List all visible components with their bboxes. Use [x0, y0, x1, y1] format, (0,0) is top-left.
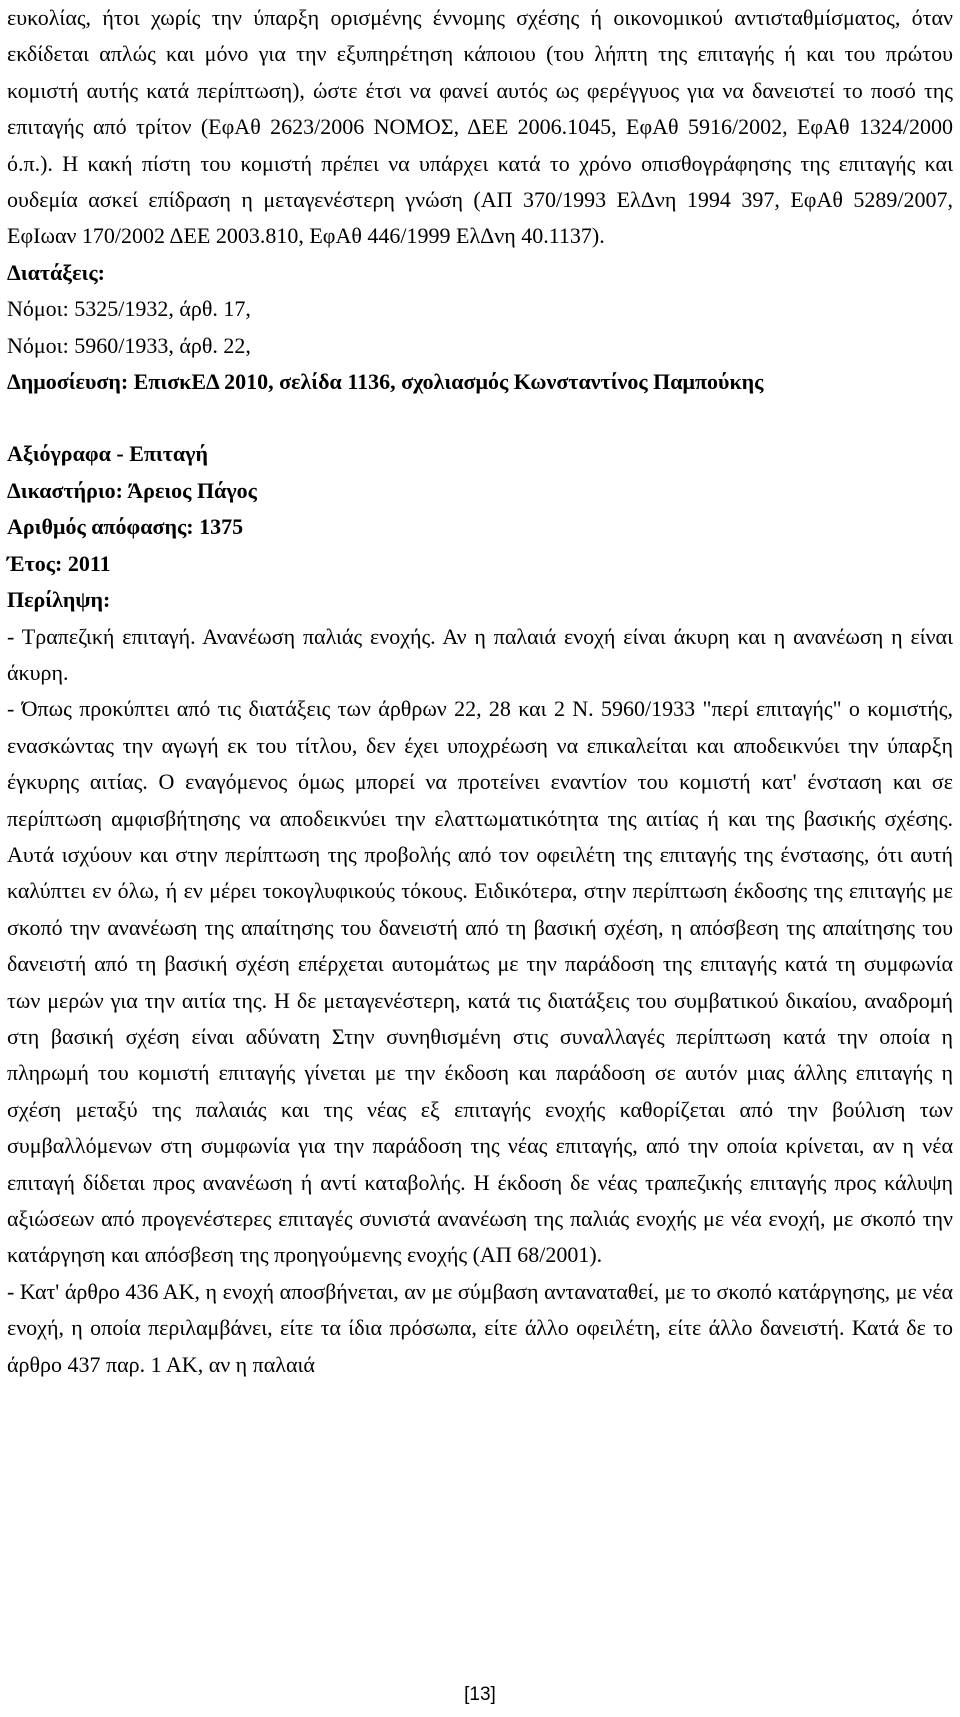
section-title: Αξιόγραφα - Επιταγή [7, 441, 208, 467]
summary-paragraph: - Κατ' άρθρο 436 ΑΚ, η ενοχή αποσβήνεται, αν με σύμβαση ανταναταθεί, με το σκοπό κατάργησης, με νέα ενοχή, η οποία περιλαμβάνει, είτε τα ίδια πρόσωπα, είτε άλλο οφειλέτη, είτε άλλο δανειστή. Κατά δε το άρθρο 437 παρ. 1 ΑΚ, αν η παλαιά [7, 1278, 953, 1377]
section-spacer [7, 400, 953, 436]
decision-number-line: Αριθμός απόφασης: 1375 [7, 514, 244, 540]
document-page [7, 0, 953, 1383]
body-paragraph: ευκολίας, ήτοι χωρίς την ύπαρξη ορισμένης έννομης σχέσης ή οικονομικού αντισταθμίσματος, όταν εκδίδεται απλώς και μόνο για την εξυπηρέτηση κάποιου (του λήπτη της επιταγής ή και του πρώτου κομιστή αυτής κατά περίπτωση), ώστε έτσι να φανεί αυτός ως φερέγγυος για να δανειστεί το ποσό της επιταγής από τρίτον (ΕφΑθ 2623/2006 ΝΟΜΟΣ, ΔΕΕ 2006.1045, ΕφΑθ 5916/2002, ΕφΑθ 1324/2000 ό.π.). Η κακή πίστη του κομιστή πρέπει να υπάρχει κατά το χρόνο οπισθογράφησης της επιταγής και ουδεμία ασκεί επίδραση η μεταγενέστερη γνώση (ΑΠ 370/1993 ΕλΔνη 1994 397, ΕφΑθ 5289/2007, ΕφΙωαν 170/2002 ΔΕΕ 2003.810, ΕφΑθ 446/1999 ΕλΔνη 40.1137). [7, 5, 953, 249]
court-line: Δικαστήριο: Άρειος Πάγος [7, 477, 257, 503]
summary-paragraph: - Όπως προκύπτει από τις διατάξεις των άρθρων 22, 28 και 2 Ν. 5960/1933 "περί επιταγής" ο κομιστής, ενασκώντας την αγωγή εκ του τίτλου, δεν έχει υποχρέωση να επικαλείται και αποδεικνύει την ύπαρξη έγκυρης αιτίας. Ο εναγόμενος όμως μπορεί να προτείνει εναντίον του κομιστή κατ' ένσταση και σε περίπτωση αμφισβήτησης να αποδεικνύει την ελαττωματικότητα της αιτίας ή και της βασικής σχέσης. Αυτά ισχύουν και στην περίπτωση της προβολής από τον οφειλέτη της επιταγής της ένστασης, ότι αυτή καλύπτει εν όλω, ή εν μέρει τοκογλυφικούς τόκους. Ειδικότερα, στην περίπτωση έκδοσης της επιταγής με σκοπό την ανανέωση της απαίτησης του δανειστή από τη βασική σχέση, η απόσβεση της απαίτησης του δανειστή από τη βασική σχέση επέρχεται αυτομάτως με την παράδοση της επιταγής κατά τη συμφωνία των μερών για την αιτία της. Η δε μεταγενέστερη, κατά τις διατάξεις του συμβατικού δικαίου, αναδρομή στη βασική σχέση είναι αδύνατη Στην συνηθισμένη στις συναλλαγές περίπτωση κατά την οποία η πληρωμή του κομιστή επιταγής γίνεται με την έκδοση και παράδοση σε αυτόν μιας άλλης επιταγής η σχέση μεταξύ της παλαιάς και της νέας εξ επιταγής ενοχής καθορίζεται από την βούλıση των συμβαλλόμενων στη συμφωνία για την παράδοση της νέας επιταγής, από την οποία κρίνεται, αν η νέα επιταγή δίδεται προς ανανέωση ή αντί καταβολής. Η έκδοση δε νέας τραπεζικής επιταγής προς κάλυψη αξιώσεων από προγενέστερες επιταγές συνιστά ανανέωση της παλιάς ενοχής με νέα ενοχή, με σκοπό την κατάργηση και απόσβεση της προηγούμενης ενοχής (ΑΠ 68/2001). [7, 696, 953, 1268]
provisions-label: Διατάξεις: [7, 259, 105, 285]
publication-line: Δημοσίευση: ΕπισκΕΔ 2010, σελίδα 1136, σχολιασμός Κωνσταντίνος Παμπούκης [7, 369, 764, 395]
year-line: Έτος: 2011 [7, 550, 111, 576]
page-number: [13] [464, 1684, 496, 1705]
summary-paragraph: - Τραπεζική επιταγή. Ανανέωση παλιάς ενοχής. Αν η παλαιά ενοχή είναι άκυρη και η ανανέωση η είναι άκυρη. [7, 623, 953, 685]
provision-item: Νόμοι: 5325/1932, άρθ. 17, [7, 296, 251, 322]
provision-item: Νόμοι: 5960/1933, άρθ. 22, [7, 332, 251, 358]
summary-label: Περίληψη: [7, 587, 111, 613]
